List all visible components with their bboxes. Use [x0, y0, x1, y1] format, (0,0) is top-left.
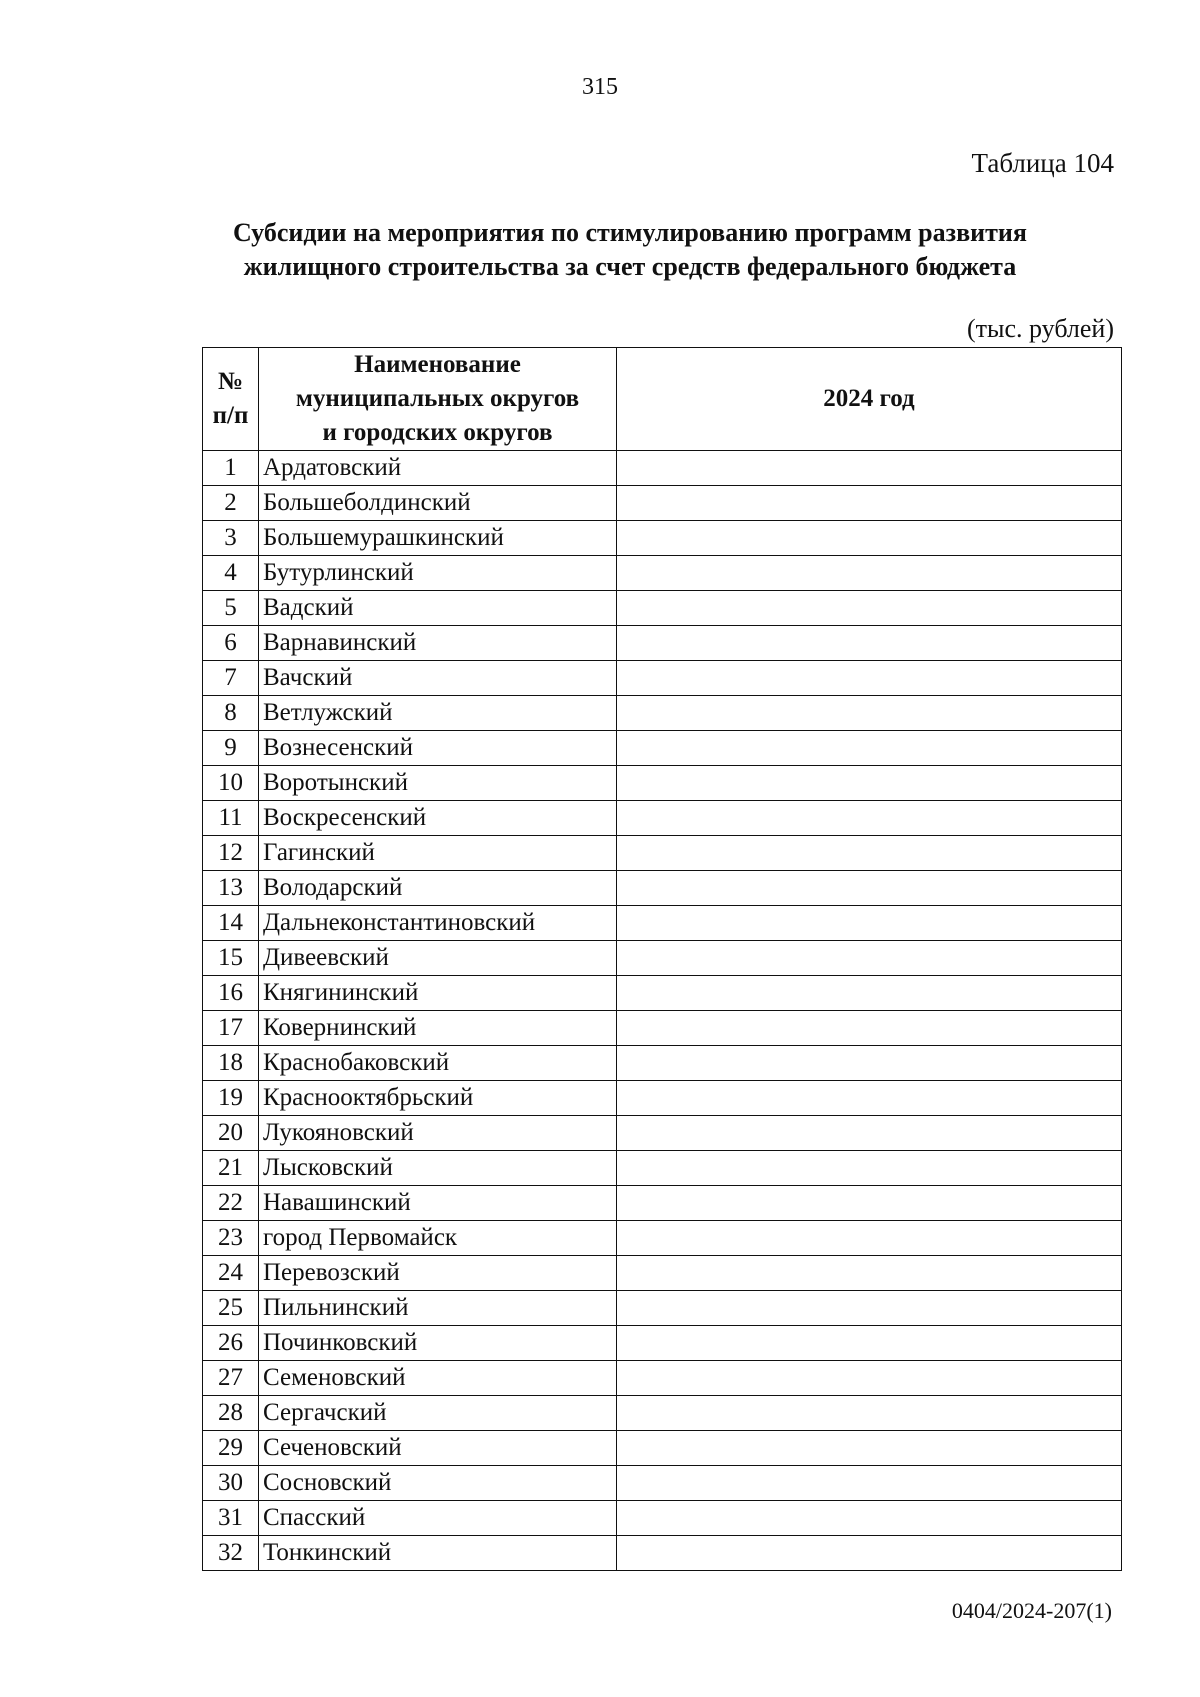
row-value-2024 [617, 1116, 1122, 1151]
row-number: 24 [203, 1256, 259, 1291]
row-value-2024 [617, 451, 1122, 486]
row-value-2024 [617, 1466, 1122, 1501]
row-value-2024 [617, 1501, 1122, 1536]
row-municipality-name: Спасский [259, 1501, 617, 1536]
table-row [203, 696, 1122, 731]
footer-code: 0404/2024-207(1) [951, 1598, 1112, 1623]
header-number-line: № [217, 368, 244, 395]
table-row [203, 1536, 1122, 1571]
row-number: 13 [203, 871, 259, 906]
row-value-2024 [617, 731, 1122, 766]
row-value-2024 [617, 1186, 1122, 1221]
row-number: 9 [203, 731, 259, 766]
row-value-2024 [617, 1536, 1122, 1571]
row-municipality-name: Вачский [259, 661, 617, 696]
table-row [203, 626, 1122, 661]
row-value-2024 [617, 1151, 1122, 1186]
header-name [259, 348, 617, 451]
row-municipality-name: Воротынский [259, 766, 617, 801]
row-municipality-name: Гагинский [259, 836, 617, 871]
table-row [203, 1046, 1122, 1081]
table-row [203, 1256, 1122, 1291]
row-value-2024 [617, 766, 1122, 801]
row-municipality-name: Семеновский [259, 1361, 617, 1396]
row-municipality-name: Сергачский [259, 1396, 617, 1431]
row-number: 8 [203, 696, 259, 731]
table-row [203, 1431, 1122, 1466]
row-number: 12 [203, 836, 259, 871]
row-value-2024 [617, 1431, 1122, 1466]
row-number: 2 [203, 486, 259, 521]
row-value-2024 [617, 556, 1122, 591]
table-row [203, 871, 1122, 906]
table-row [203, 521, 1122, 556]
table-row [203, 976, 1122, 1011]
table-row [203, 731, 1122, 766]
row-municipality-name: Сосновский [259, 1466, 617, 1501]
table-row [203, 1186, 1122, 1221]
subsidy-table [202, 347, 1122, 1571]
row-value-2024 [617, 801, 1122, 836]
table-row [203, 1326, 1122, 1361]
header-number-line: п/п [212, 402, 249, 429]
row-municipality-name: Варнавинский [259, 626, 617, 661]
row-municipality-name: Пильнинский [259, 1291, 617, 1326]
table-body [203, 451, 1122, 1571]
row-municipality-name: Вадский [259, 591, 617, 626]
document-title [150, 216, 1110, 284]
row-value-2024 [617, 1221, 1122, 1256]
table-row [203, 451, 1122, 486]
row-value-2024 [617, 521, 1122, 556]
row-number: 25 [203, 1291, 259, 1326]
row-number: 14 [203, 906, 259, 941]
table-row [203, 1011, 1122, 1046]
row-number: 18 [203, 1046, 259, 1081]
table-row [203, 1081, 1122, 1116]
row-number: 5 [203, 591, 259, 626]
row-number: 29 [203, 1431, 259, 1466]
row-number: 7 [203, 661, 259, 696]
row-number: 16 [203, 976, 259, 1011]
row-municipality-name: Починковский [259, 1326, 617, 1361]
table-row [203, 1151, 1122, 1186]
table-row [203, 1501, 1122, 1536]
row-value-2024 [617, 486, 1122, 521]
table-row [203, 906, 1122, 941]
table-row [203, 1116, 1122, 1151]
table-row [203, 591, 1122, 626]
row-municipality-name: Бутурлинский [259, 556, 617, 591]
row-value-2024 [617, 591, 1122, 626]
header-year: 2024 год [617, 348, 1122, 451]
row-value-2024 [617, 906, 1122, 941]
row-municipality-name: Володарский [259, 871, 617, 906]
row-municipality-name: Большеболдинский [259, 486, 617, 521]
row-municipality-name: город Первомайск [259, 1221, 617, 1256]
row-number: 32 [203, 1536, 259, 1571]
row-number: 4 [203, 556, 259, 591]
row-number: 6 [203, 626, 259, 661]
row-municipality-name: Перевозский [259, 1256, 617, 1291]
row-value-2024 [617, 1361, 1122, 1396]
row-number: 28 [203, 1396, 259, 1431]
header-number [203, 348, 259, 451]
row-number: 27 [203, 1361, 259, 1396]
row-value-2024 [617, 1326, 1122, 1361]
row-value-2024 [617, 626, 1122, 661]
row-municipality-name: Большемурашкинский [259, 521, 617, 556]
row-value-2024 [617, 836, 1122, 871]
row-municipality-name: Навашинский [259, 1186, 617, 1221]
row-number: 23 [203, 1221, 259, 1256]
table-row [203, 1361, 1122, 1396]
row-value-2024 [617, 976, 1122, 1011]
title-line: Субсидии на мероприятия по стимулированию программ развития [233, 218, 1027, 247]
page-number: 315 [582, 74, 618, 100]
row-value-2024 [617, 696, 1122, 731]
row-number: 20 [203, 1116, 259, 1151]
row-municipality-name: Сеченовский [259, 1431, 617, 1466]
row-value-2024 [617, 1081, 1122, 1116]
row-municipality-name: Краснооктябрьский [259, 1081, 617, 1116]
row-number: 3 [203, 521, 259, 556]
row-value-2024 [617, 1256, 1122, 1291]
row-municipality-name: Ковернинский [259, 1011, 617, 1046]
row-value-2024 [617, 1396, 1122, 1431]
row-value-2024 [617, 871, 1122, 906]
row-number: 21 [203, 1151, 259, 1186]
header-name-line: Наименование [354, 351, 521, 378]
row-number: 26 [203, 1326, 259, 1361]
row-value-2024 [617, 1011, 1122, 1046]
title-line: жилищного строительства за счет средств федерального бюджета [243, 252, 1017, 281]
row-value-2024 [617, 661, 1122, 696]
table-row [203, 486, 1122, 521]
row-number: 19 [203, 1081, 259, 1116]
row-number: 1 [203, 451, 259, 486]
table-row [203, 661, 1122, 696]
row-number: 31 [203, 1501, 259, 1536]
table-row [203, 766, 1122, 801]
row-municipality-name: Ардатовский [259, 451, 617, 486]
row-municipality-name: Дальнеконстантиновский [259, 906, 617, 941]
row-number: 22 [203, 1186, 259, 1221]
row-municipality-name: Лукояновский [259, 1116, 617, 1151]
row-municipality-name: Княгининский [259, 976, 617, 1011]
table-header-row [203, 348, 1122, 451]
row-number: 10 [203, 766, 259, 801]
row-number: 15 [203, 941, 259, 976]
row-municipality-name: Лысковский [259, 1151, 617, 1186]
header-name-line: муниципальных округов [295, 385, 580, 412]
row-municipality-name: Дивеевский [259, 941, 617, 976]
row-value-2024 [617, 1046, 1122, 1081]
row-number: 30 [203, 1466, 259, 1501]
table-row [203, 941, 1122, 976]
header-name-line: и городских округов [322, 419, 553, 446]
row-municipality-name: Вознесенский [259, 731, 617, 766]
row-municipality-name: Ветлужский [259, 696, 617, 731]
row-number: 17 [203, 1011, 259, 1046]
row-municipality-name: Воскресенский [259, 801, 617, 836]
table-row [203, 556, 1122, 591]
table-row [203, 836, 1122, 871]
units-label: (тыс. рублей) [966, 314, 1114, 343]
table-label: Таблица 104 [971, 148, 1114, 178]
table-row [203, 801, 1122, 836]
row-value-2024 [617, 941, 1122, 976]
table-row [203, 1291, 1122, 1326]
row-value-2024 [617, 1291, 1122, 1326]
row-municipality-name: Тонкинский [259, 1536, 617, 1571]
row-municipality-name: Краснобаковский [259, 1046, 617, 1081]
table-row [203, 1396, 1122, 1431]
table-row [203, 1466, 1122, 1501]
table-row [203, 1221, 1122, 1256]
row-number: 11 [203, 801, 259, 836]
